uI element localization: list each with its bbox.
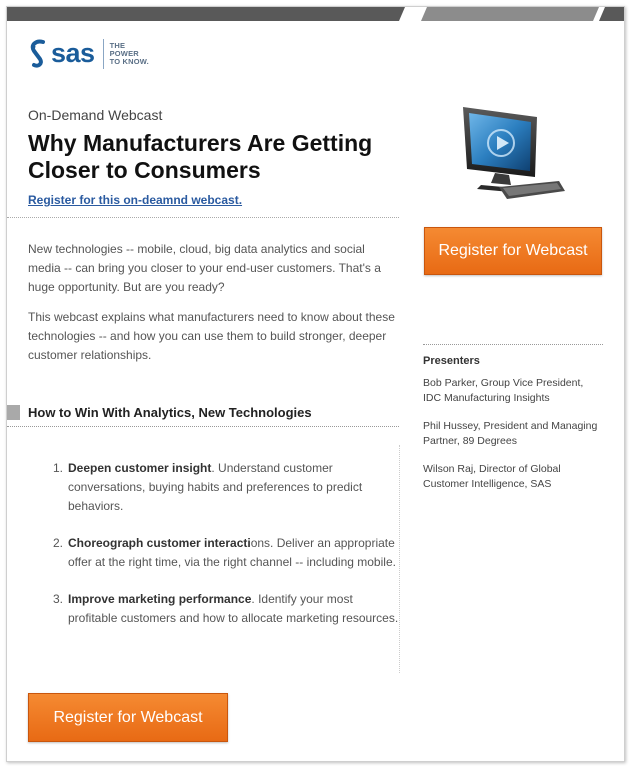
presenters-heading: Presenters bbox=[423, 355, 480, 367]
section-divider bbox=[7, 426, 399, 427]
webcast-kicker: On-Demand Webcast bbox=[28, 107, 163, 123]
benefits-list bbox=[51, 459, 399, 628]
section-marker-icon bbox=[7, 405, 20, 420]
presenter-item: Bob Parker, Group Vice President, IDC Manufacturing Insights bbox=[423, 377, 584, 404]
computer-monitor-icon bbox=[455, 103, 567, 205]
register-webcast-button-top[interactable]: Register for Webcast bbox=[424, 227, 602, 275]
register-link[interactable]: Register for this on-deamnd webcast. bbox=[28, 193, 243, 207]
sas-logo[interactable] bbox=[28, 36, 149, 72]
list-item: 3. Improve marketing performance. Identify your most profitable customers and how to allocate marketing resources. bbox=[52, 592, 399, 625]
logo-divider bbox=[103, 39, 104, 69]
sas-logo-icon bbox=[28, 39, 50, 69]
list-item: 2. Choreograph customer interactions. Deliver an appropriate offer at the right time, via the right channel -- including mobile. bbox=[52, 536, 396, 569]
divider bbox=[7, 217, 399, 218]
presenter-item: Wilson Raj, Director of Global Customer Intelligence, SAS bbox=[423, 463, 561, 490]
presenter-item: Phil Hussey, President and Managing Partner, 89 Degrees bbox=[423, 420, 598, 447]
page-title: Why Manufacturers Are Getting Closer to Consumers bbox=[28, 130, 373, 183]
section-header bbox=[7, 403, 399, 427]
logo-wordmark: sas bbox=[51, 37, 95, 68]
email-frame bbox=[6, 6, 625, 762]
logo-tagline: THE POWER TO KNOW. bbox=[109, 41, 149, 66]
section-title: How to Win With Analytics, New Technologies bbox=[28, 405, 312, 420]
column-divider bbox=[399, 445, 400, 673]
presenters-panel bbox=[423, 344, 603, 505]
top-banner bbox=[7, 7, 624, 21]
register-webcast-button-bottom[interactable]: Register for Webcast bbox=[28, 693, 228, 742]
intro-paragraph: New technologies -- mobile, cloud, big data analytics and social media -- can bring you closer to your end-user customers. That's a huge opportunity. But are you ready? bbox=[28, 242, 381, 294]
list-item: 1. Deepen customer insight. Understand customer conversations, buying habits and preferences to predict behaviors. bbox=[52, 461, 363, 513]
description-paragraph: This webcast explains what manufacturers need to know about these technologies -- and how you can use them to build stronger, deeper customer relationships. bbox=[28, 310, 395, 362]
